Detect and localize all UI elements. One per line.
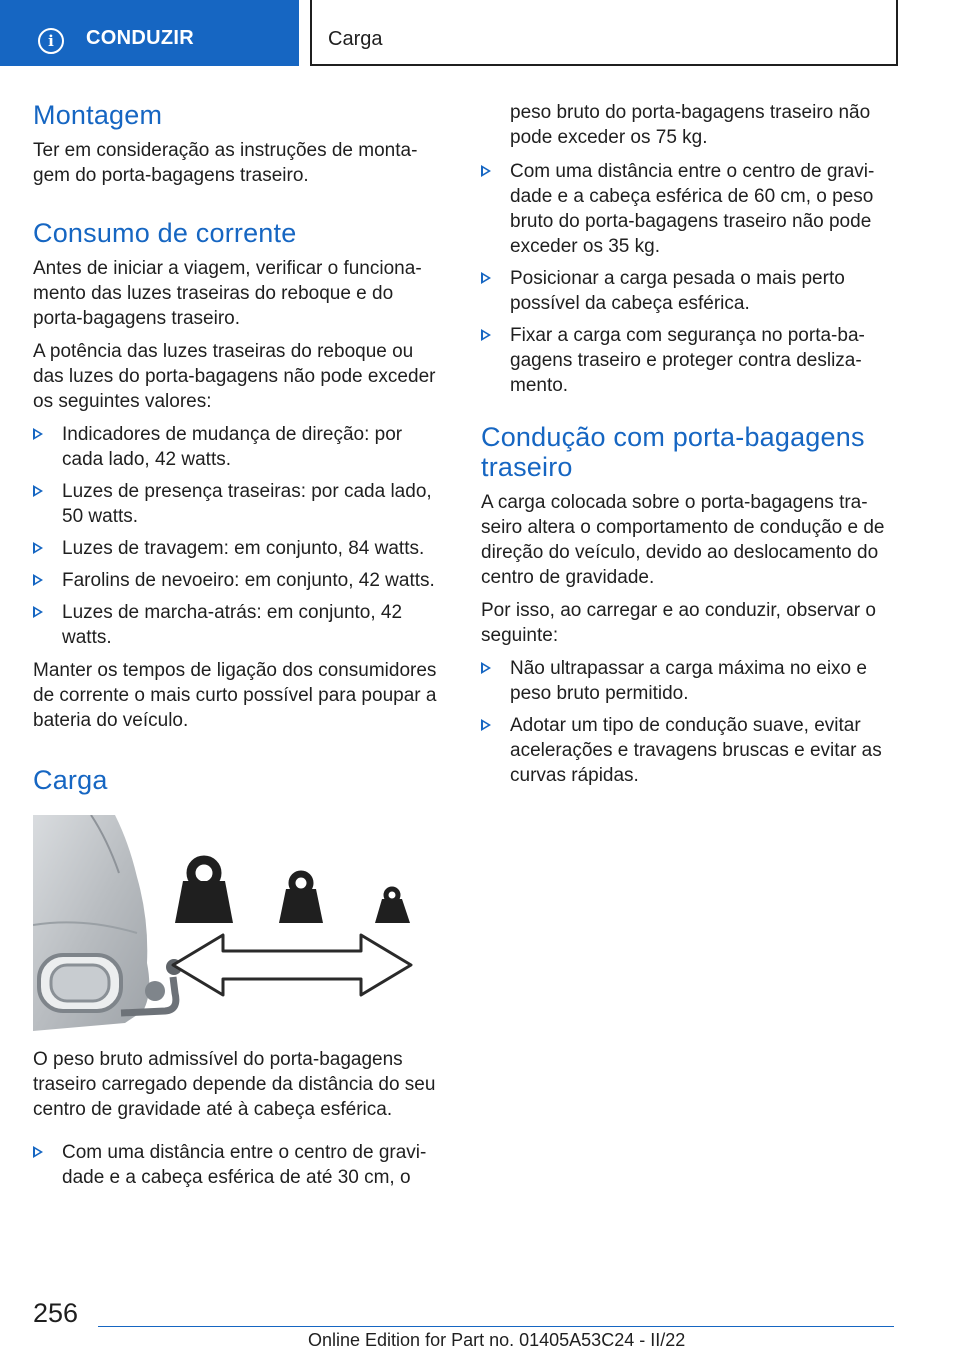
triangle-bullet-icon <box>33 428 43 440</box>
conducao-paragraph-2: Por isso, ao carregar e ao conduzir, observar o seguinte: <box>481 600 876 646</box>
page-number: 256 <box>33 1298 79 1328</box>
section-label: Carga <box>328 28 383 50</box>
triangle-bullet-icon <box>481 165 491 177</box>
triangle-bullet-icon <box>33 542 43 554</box>
triangle-bullet-icon <box>33 1146 43 1158</box>
light-weight-icon <box>375 889 410 923</box>
carga-paragraph-1: O peso bruto admissível do porta-bagagens traseiro carregado depende da distância do seu centro de gravidade até à cabeça esférica. <box>33 1049 436 1120</box>
list-item: Farolins de nevoeiro: em conjunto, 42 watts. <box>33 568 447 593</box>
heading-consumo: Consumo de corrente <box>33 218 297 248</box>
montagem-text: Ter em consideração as instruções de montagem do porta-bagagens traseiro. <box>33 140 418 186</box>
carga-continuation: peso bruto do porta-bagagens traseiro não pode exceder os 75 kg. <box>510 102 871 148</box>
consumo-paragraph-1: Antes de iniciar a viagem, verificar o funcionamento das luzes traseiras do reboque e do porta-bagagens traseiro. <box>33 258 422 329</box>
heading-carga: Carga <box>33 765 108 795</box>
consumo-paragraph-3: Manter os tempos de ligação dos consumidores de corrente o mais curto possível para poupar a bateria do veículo. <box>33 660 437 731</box>
heading-conducao: Condução com porta-bagagens traseiro <box>481 422 865 482</box>
triangle-bullet-icon <box>33 485 43 497</box>
footer-divider <box>98 1326 894 1327</box>
list-item: Com uma distância entre o centro de gravidade e a cabeça esférica de 60 cm, o peso bruto do porta-bagagens traseiro não pode exceder os 35 kg. <box>481 159 895 259</box>
triangle-bullet-icon <box>481 329 491 341</box>
triangle-bullet-icon <box>33 606 43 618</box>
triangle-bullet-icon <box>481 719 491 731</box>
list-item: Não ultrapassar a carga máxima no eixo e peso bruto permitido. <box>481 656 895 706</box>
hitch-weights-svg <box>33 815 447 1031</box>
consumo-paragraph-2: A potência das luzes traseiras do reboque ou das luzes do porta-bagagens não pode exceder os seguintes valores: <box>33 341 436 412</box>
section-header <box>310 0 898 66</box>
chapter-label: CONDUZIR <box>86 27 194 49</box>
list-item: Posicionar a carga pesada o mais perto possível da cabeça esférica. <box>481 266 895 316</box>
consumo-list <box>33 422 447 650</box>
right-column <box>481 100 895 788</box>
list-item: Luzes de travagem: em conjunto, 84 watts. <box>33 536 447 561</box>
triangle-bullet-icon <box>481 662 491 674</box>
footer-edition: Online Edition for Part no. 01405A53C24 - II/22 <box>308 1330 686 1350</box>
trailer-hitch-load-illustration <box>33 815 447 1031</box>
list-item: Fixar a carga com segurança no porta-bagagens traseiro e proteger contra deslizamento. <box>481 323 895 398</box>
list-item: Com uma distância entre o centro de gravidade e a cabeça esférica de até 30 cm, o <box>33 1140 447 1190</box>
list-item: Adotar um tipo de condução suave, evitar acelerações e travagens bruscas e evitar as curvas rápidas. <box>481 713 895 788</box>
left-column <box>33 96 447 1190</box>
conducao-paragraph-1: A carga colocada sobre o porta-bagagens traseiro altera o comportamento de condução e de direção do veículo, devido ao deslocamento do centro de gravidade. <box>481 492 885 588</box>
list-item: Luzes de presença traseiras: por cada lado, 50 watts. <box>33 479 447 529</box>
chapter-tab[interactable] <box>0 0 299 66</box>
medium-weight-icon <box>279 874 323 923</box>
list-item: Luzes de marcha-atrás: em conjunto, 42 watts. <box>33 600 447 650</box>
info-icon: i <box>38 28 64 54</box>
list-item: Indicadores de mudança de direção: por cada lado, 42 watts. <box>33 422 447 472</box>
heading-montagem: Montagem <box>33 100 163 130</box>
triangle-bullet-icon <box>33 574 43 586</box>
heavy-weight-icon <box>175 860 233 923</box>
triangle-bullet-icon <box>481 272 491 284</box>
